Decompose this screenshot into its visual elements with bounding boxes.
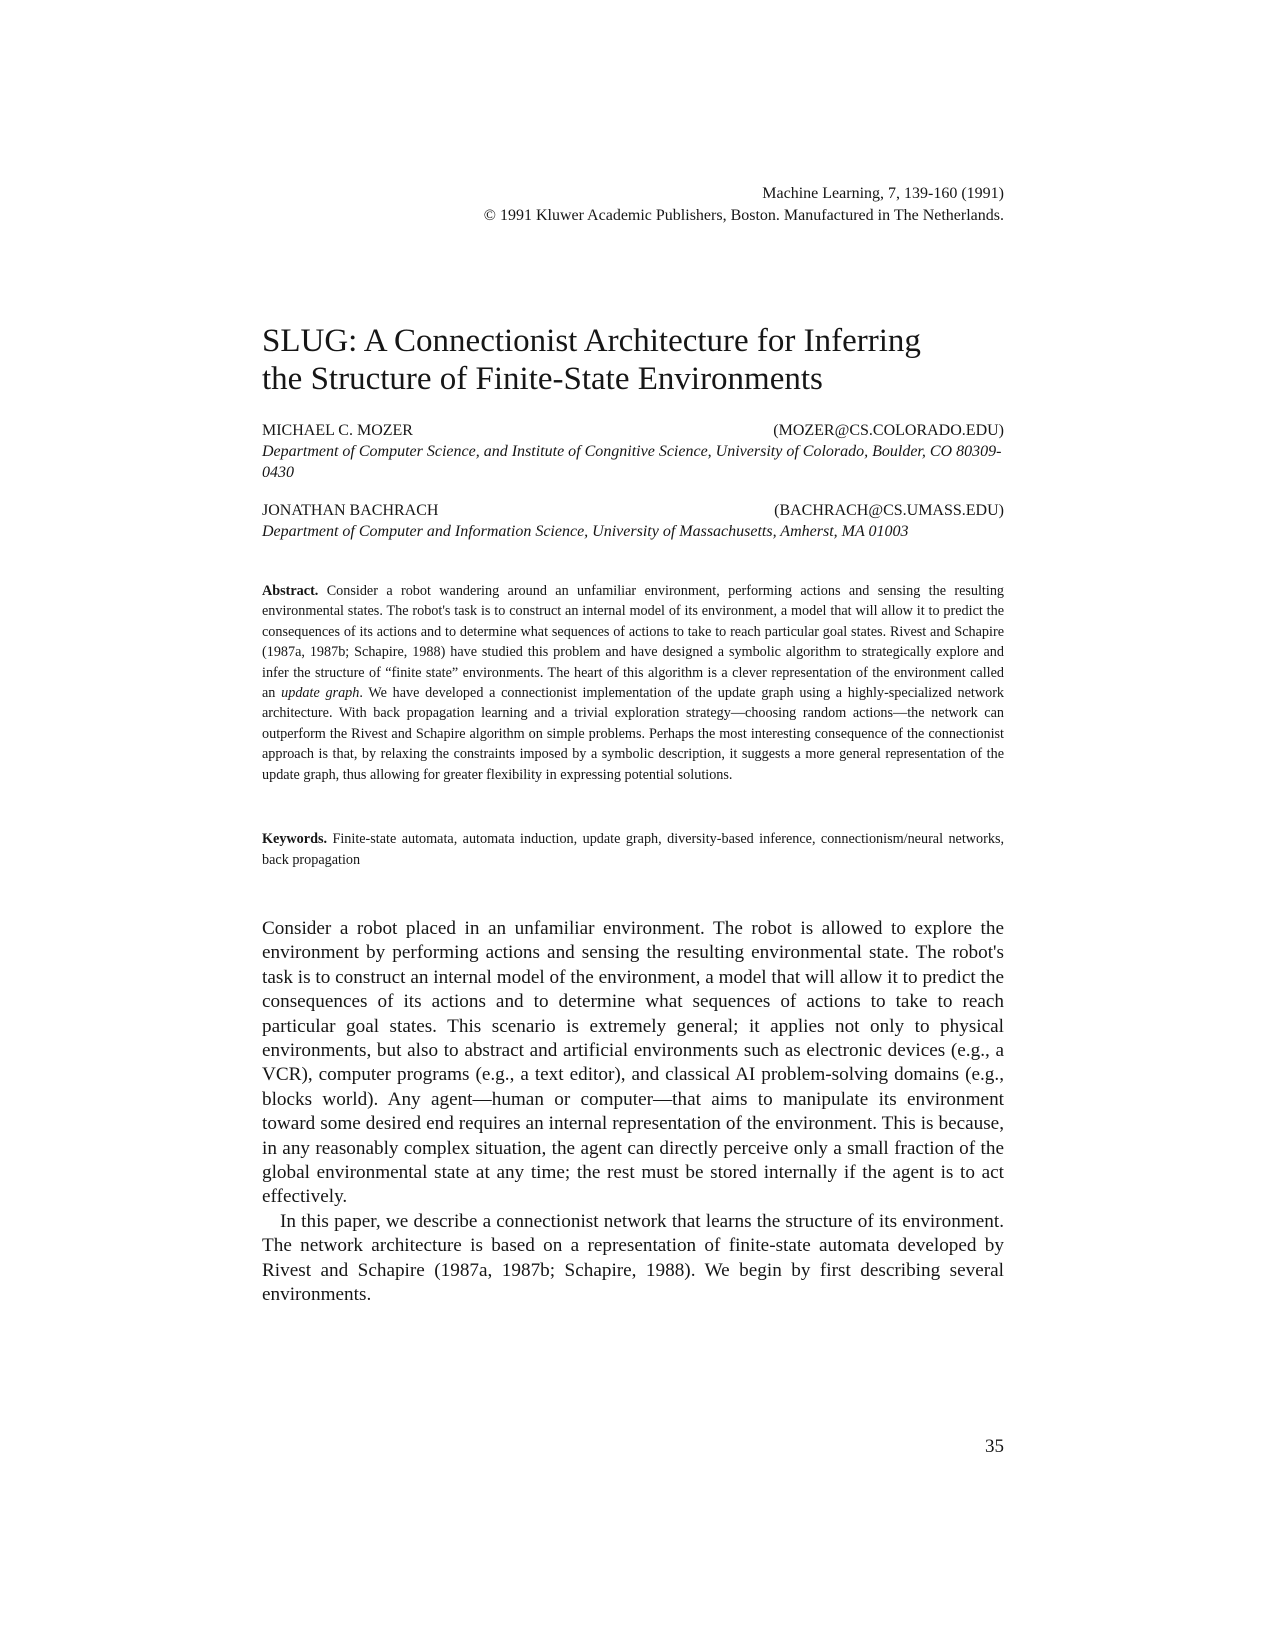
- abstract: [262, 581, 1004, 785]
- body-text: [262, 917, 1004, 1308]
- author-email: (MOZER@CS.COLORADO.EDU): [773, 422, 1004, 439]
- abstract-label: Abstract.: [262, 583, 319, 599]
- body-paragraph-2: In this paper, we describe a connectionist network that learns the structure of its environment. The network architecture is based on a representation of finite-state automata developed by Rivest and Schapire (1987a, 1987b; Schapire, 1988). We begin by first describing several environments.: [262, 1210, 1004, 1306]
- page-number: 35: [985, 1436, 1004, 1457]
- title-line-1: SLUG: A Connectionist Architecture for Inferring: [262, 323, 921, 359]
- author-block-bachrach: [262, 500, 1004, 542]
- title-line-2: the Structure of Finite-State Environments: [262, 361, 823, 397]
- author-affiliation: Department of Computer and Information Science, University of Massachusetts, Amherst, MA 01003: [262, 523, 909, 540]
- author-block-mozer: [262, 420, 1004, 483]
- abstract-emphasis: update graph: [281, 685, 360, 702]
- keywords-label: Keywords.: [262, 831, 328, 847]
- publisher-line: © 1991 Kluwer Academic Publishers, Boston. Manufactured in The Netherlands.: [483, 207, 1004, 224]
- abstract-text-start: Consider a robot wandering around an unfamiliar environment, performing actions and sensing the resulting environmental states. The robot's task is to construct an internal model of its environment, a model that will allow it to predict the consequences of its actions and to determine what sequences of actions to take to reach particular goal states. Rivest and Schapire (1987a, 1987b; Schapire, 1988) have studied this problem and have designed a symbolic algorithm to strategically explore and infer the structure of “finite state” environments. The heart of this algorithm is a clever representation of the environment called an: [262, 583, 1005, 702]
- journal-citation: Machine Learning, 7, 139-160 (1991): [762, 185, 1004, 202]
- paper-title: [262, 322, 1004, 398]
- journal-header: [262, 183, 1004, 227]
- author-name: JONATHAN BACHRACH: [262, 502, 439, 519]
- author-email: (BACHRACH@CS.UMASS.EDU): [774, 502, 1004, 519]
- author-affiliation: Department of Computer Science, and Institute of Congnitive Science, University of Colorado, Boulder, CO 80309-0430: [262, 443, 1002, 481]
- body-paragraph-1: Consider a robot placed in an unfamiliar environment. The robot is allowed to explore the environment by performing actions and sensing the resulting environmental state. The robot's task is to construct an internal model of the environment, a model that will allow it to predict the consequences of its actions and to determine what sequences of actions to take to reach particular goal states. This scenario is extremely general; it applies not only to physical environments, but also to abstract and artificial environments such as electronic devices (e.g., a VCR), computer programs (e.g., a text editor), and classical AI problem-solving domains (e.g., blocks world). Any agent—human or computer—that aims to manipulate its environment toward some desired end requires an internal representation of the environment. This is because, in any reasonably complex situation, the agent can directly perceive only a small fraction of the global environmental state at any time; the rest must be stored internally if the agent is to act effectively.: [262, 918, 1004, 1208]
- author-name: MICHAEL C. MOZER: [262, 422, 413, 439]
- abstract-text-end: . We have developed a connectionist implementation of the update graph using a highly-specialized network architecture. With back propagation learning and a trivial exploration strategy—choosing random actions—the network can outperform the Rivest and Schapire algorithm on simple problems. Perhaps the most interesting consequence of the connectionist approach is that, by relaxing the constraints imposed by a symbolic description, it suggests a more general representation of the update graph, thus allowing for greater flexibility in expressing potential solutions.: [262, 685, 1005, 783]
- keywords: [262, 829, 1004, 871]
- keywords-text: Finite-state automata, automata induction, update graph, diversity-based inference, connectionism/neural networks, back propagation: [262, 831, 1005, 868]
